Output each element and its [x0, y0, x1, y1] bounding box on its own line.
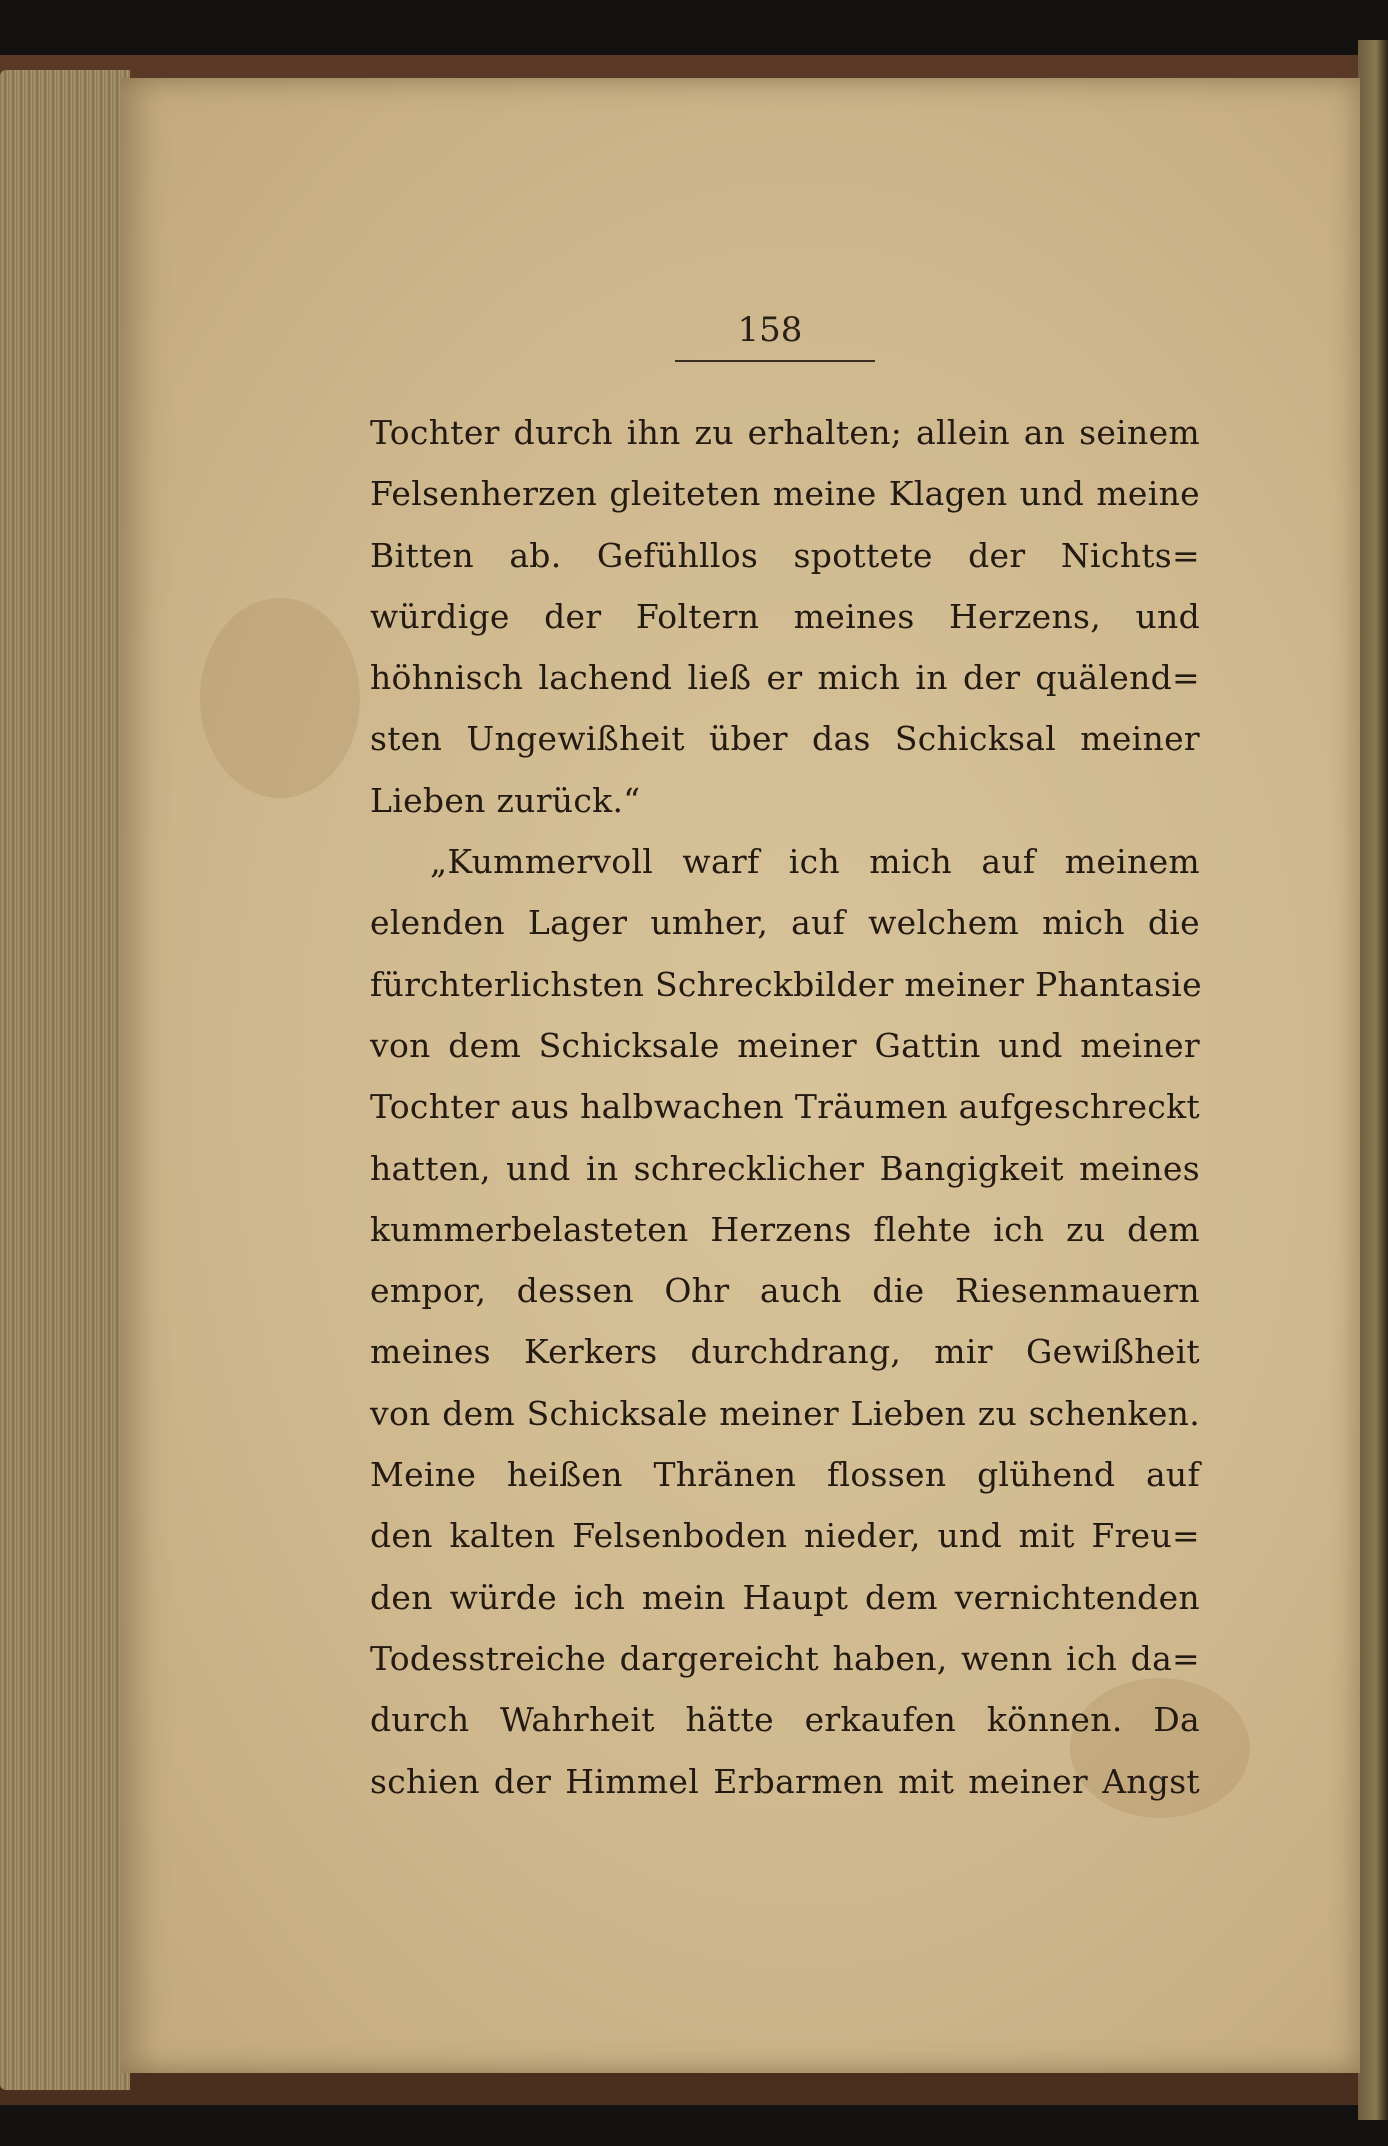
text-line: fürchterlichsten Schreckbilder meiner Phantasie	[370, 964, 1202, 1004]
text-line: Bitten ab. Gefühllos spottete der Nichts=	[370, 535, 1200, 575]
body-text	[370, 402, 1200, 1812]
text-line: von dem Schicksale meiner Gattin und meiner	[370, 1025, 1200, 1065]
text-line: elenden Lager umher, auf welchem mich die	[370, 903, 1200, 943]
book-right-edge	[1358, 40, 1388, 2120]
text-line: Tochter aus halbwachen Träumen aufgeschreckt	[370, 1087, 1200, 1127]
page-number: 158	[737, 310, 803, 350]
text-line: hatten, und in schrecklicher Bangigkeit meines	[370, 1148, 1200, 1188]
text-line: empor, dessen Ohr auch die Riesenmauern	[370, 1271, 1200, 1311]
text-line: „Kummervoll warf ich mich auf meinem	[430, 842, 1200, 882]
text-line: sten Ungewißheit über das Schicksal meiner	[370, 719, 1200, 759]
text-line: Felsenherzen gleiteten meine Klagen und meine	[370, 474, 1200, 514]
text-line: den würde ich mein Haupt dem vernichtenden	[370, 1577, 1200, 1617]
paper-stain	[200, 598, 360, 798]
text-line: schien der Himmel Erbarmen mit meiner Angst	[370, 1761, 1200, 1801]
page-stack-edge	[0, 70, 130, 2090]
text-line: Todesstreiche dargereicht haben, wenn ich da=	[370, 1638, 1200, 1678]
text-line: Tochter durch ihn zu erhalten; allein an seinem	[370, 413, 1200, 452]
text-line: von dem Schicksale meiner Lieben zu schenken.	[370, 1393, 1200, 1433]
text-line: den kalten Felsenboden nieder, und mit Freu=	[370, 1516, 1200, 1556]
text-line: höhnisch lachend ließ er mich in der quälend=	[370, 658, 1200, 698]
header-rule	[675, 360, 875, 362]
text-line: meines Kerkers durchdrang, mir Gewißheit	[370, 1332, 1200, 1372]
text-line: Meine heißen Thränen flossen glühend auf	[370, 1455, 1200, 1495]
text-line: würdige der Foltern meines Herzens, und	[370, 596, 1200, 636]
text-line: durch Wahrheit hätte erkaufen können. Da	[370, 1700, 1200, 1740]
text-line: kummerbelasteten Herzens flehte ich zu dem	[370, 1209, 1200, 1249]
text-line: Lieben zurück.“	[370, 780, 641, 820]
